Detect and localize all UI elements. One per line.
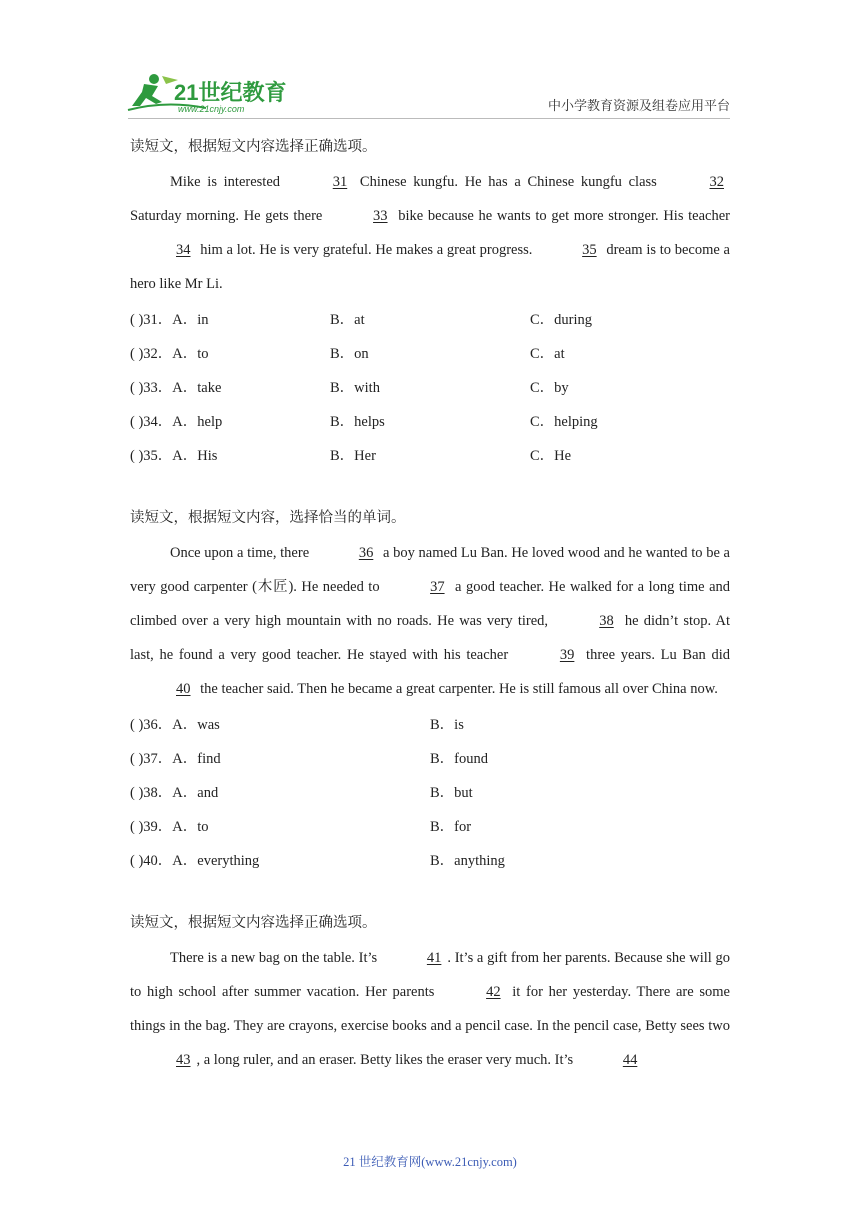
blank-31: 31 — [332, 174, 348, 190]
passage-text: him a lot. He is very grateful. He makes a great progress. — [196, 242, 537, 258]
passage-text: dream is to become a hero like Mr Li. — [130, 242, 730, 292]
question-36 — [130, 706, 730, 740]
passage-text: Once upon a time, there — [170, 545, 313, 561]
option-c: C．at — [530, 345, 565, 362]
question-39 — [130, 808, 730, 842]
option-a: ( )32．A．to — [130, 345, 209, 362]
passage-text: Saturday morning. He gets there — [130, 208, 328, 224]
blank-40: 40 — [176, 681, 191, 697]
option-b: B．with — [330, 379, 380, 396]
site-logo — [126, 70, 296, 116]
question-33 — [130, 369, 730, 403]
page-header — [0, 0, 860, 130]
option-a: ( )35．A．His — [130, 447, 218, 464]
question-34 — [130, 403, 730, 437]
header-divider — [128, 118, 730, 119]
option-a: ( )34．A．help — [130, 413, 223, 430]
passage-text: Mike is interested — [170, 174, 287, 190]
blank-35: 35 — [582, 242, 597, 258]
question-38 — [130, 774, 730, 808]
option-c: C．during — [530, 311, 593, 328]
passage-text: he didn’t stop. At last, he found a very good teacher. He stayed with his teacher — [130, 613, 730, 663]
option-c: C．He — [530, 447, 572, 464]
passage-text: a boy named Lu Ban. He loved wood and he wanted to be a very good carpenter (木匠). He needed to — [130, 545, 730, 595]
question-35 — [130, 437, 730, 471]
blank-43: 43 — [176, 1052, 191, 1068]
option-b: B．anything — [430, 852, 505, 869]
logo-url: www.21cnjy.com — [178, 104, 245, 114]
section1-questions — [130, 301, 730, 471]
passage-text: the teacher said. Then he became a great carpenter. He is still famous all over China now. — [196, 681, 718, 697]
section2-title: 读短文，根据短文内容，选择恰当的单词。 — [130, 510, 406, 526]
option-b: B．helps — [330, 413, 385, 430]
passage-text: bike because he wants to get more stronger. His teacher — [393, 208, 731, 224]
question-37 — [130, 740, 730, 774]
section1-passage — [130, 165, 730, 301]
section2-passage — [130, 536, 730, 706]
passage-text: a good teacher. He walked for a long time and climbed over a very high mountain with no roads. He was very tired, — [130, 579, 731, 629]
section3-passage — [130, 941, 730, 1077]
option-b: B．but — [430, 784, 473, 801]
worksheet — [130, 130, 730, 1077]
option-a: ( )33．A．take — [130, 379, 222, 396]
platform-label: 中小学教育资源及组卷应用平台 — [547, 98, 730, 113]
blank-34: 34 — [176, 242, 191, 258]
question-31 — [130, 301, 730, 335]
option-a: ( )40．A．everything — [130, 852, 260, 869]
passage-text: three years. Lu Ban did — [580, 647, 730, 663]
option-b: B．found — [430, 750, 488, 767]
blank-33: 33 — [373, 208, 388, 224]
blank-44: 44 — [622, 1052, 638, 1068]
option-b: B．for — [430, 818, 472, 835]
page-footer: 21 世纪教育网(www.21cnjy.com) — [343, 1155, 517, 1169]
option-a: ( )39．A．to — [130, 818, 209, 835]
option-b: B．is — [430, 716, 464, 733]
blank-39: 39 — [559, 647, 575, 663]
option-b: B．on — [330, 345, 369, 362]
blank-36: 36 — [358, 545, 374, 561]
question-40 — [130, 842, 730, 876]
logo-title: 21世纪教育 — [174, 80, 287, 105]
section1-title: 读短文，根据短文内容选择正确选项。 — [130, 139, 377, 155]
passage-text: , a long ruler, and an eraser. Betty likes the eraser very much. It’s — [196, 1052, 577, 1068]
question-32 — [130, 335, 730, 369]
blank-38: 38 — [599, 613, 614, 629]
section3-title: 读短文，根据短文内容选择正确选项。 — [130, 915, 377, 931]
blank-32: 32 — [709, 174, 724, 190]
option-c: C．by — [530, 379, 569, 396]
option-a: ( )38．A．and — [130, 784, 219, 801]
option-b: B．Her — [330, 447, 376, 464]
passage-text: . It’s a gift from her parents. Because she will go to high school after summer vacation. Her parents — [130, 950, 730, 1000]
passage-text: Chinese kungfu. He has a Chinese kungfu class — [353, 174, 664, 190]
passage-text: it for her yesterday. There are some things in the bag. They are crayons, exercise books and a pencil case. In the pencil case, Betty sees two — [130, 984, 730, 1034]
option-a: ( )37．A．find — [130, 750, 221, 767]
option-b: B．at — [330, 311, 365, 328]
passage-text: There is a new bag on the table. It’s — [170, 950, 381, 966]
blank-41: 41 — [426, 950, 442, 966]
section2-questions — [130, 706, 730, 876]
blank-42: 42 — [486, 984, 501, 1000]
option-a: ( )31．A．in — [130, 311, 209, 328]
option-a: ( )36．A．was — [130, 716, 220, 733]
blank-37: 37 — [430, 579, 445, 595]
option-c: C．helping — [530, 413, 598, 430]
